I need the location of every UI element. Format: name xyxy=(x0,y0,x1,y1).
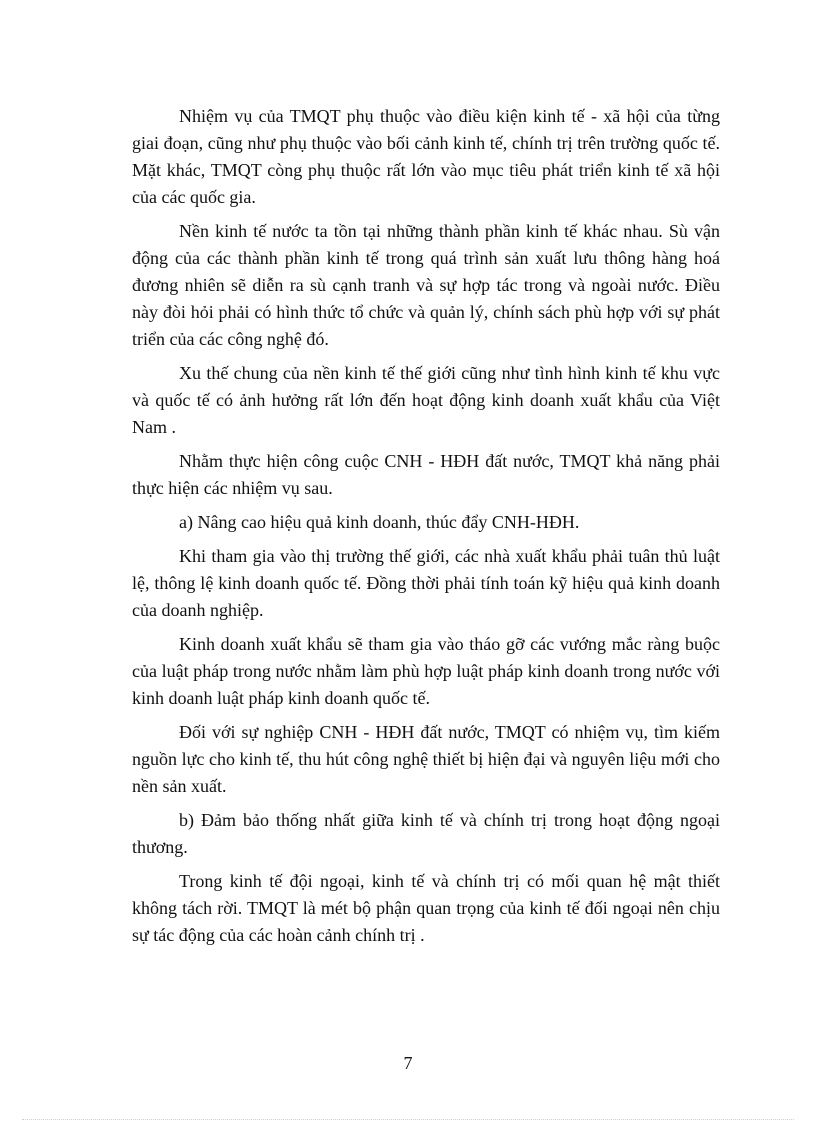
body-text xyxy=(132,103,720,956)
paragraph: Khi tham gia vào thị trường thế giới, các nhà xuất khẩu phải tuân thủ luật lệ, thông lệ kinh doanh quốc tế. Đồng thời phải tính toán kỹ hiệu quả kinh doanh của doanh nghiệp. xyxy=(132,546,720,620)
paragraph: Trong kinh tế đội ngoại, kinh tế và chính trị có mối quan hệ mật thiết không tách rời. TMQT là mét bộ phận quan trọng của kinh tế đối ngoại nên chịu sự tác động của các hoàn cảnh chính trị . xyxy=(132,871,720,945)
paragraph: Nền kinh tế nước ta tồn tại những thành phần kinh tế khác nhau. Sù vận động của các thành phần kinh tế trong quá trình sản xuất lưu thông hàng hoá đương nhiên sẽ diễn ra sù cạnh tranh và sự hợp tác trong và ngoài nước. Điều này đòi hỏi phải có hình thức tổ chức và quản lý, chính sách phù hợp với sự phát triển của các công nghệ đó. xyxy=(132,221,720,349)
paragraph: Kinh doanh xuất khẩu sẽ tham gia vào tháo gỡ các vướng mắc ràng buộc của luật pháp trong nước nhằm làm phù hợp luật pháp kinh doanh trong nước với kinh doanh luật pháp kinh doanh quốc tế. xyxy=(132,634,720,708)
paragraph: Nhằm thực hiện công cuộc CNH - HĐH đất nước, TMQT khả năng phải thực hiện các nhiệm vụ sau. xyxy=(132,451,720,498)
paragraph: Đối với sự nghiệp CNH - HĐH đất nước, TMQT có nhiệm vụ, tìm kiếm nguồn lực cho kinh tế, thu hút công nghệ thiết bị hiện đại và nguyên liệu mới cho nền sản xuất. xyxy=(132,722,720,796)
page-number: 7 xyxy=(403,1053,413,1073)
paragraph: Nhiệm vụ của TMQT phụ thuộc vào điều kiện kinh tế - xã hội của từng giai đoạn, cũng như phụ thuộc vào bối cảnh kinh tế, chính trị trên trường quốc tế. Mặt khác, TMQT còng phụ thuộc rất lớn vào mục tiêu phát triển kinh tế xã hội của các quốc gia. xyxy=(132,106,720,207)
page-bottom-divider xyxy=(22,1119,794,1120)
paragraph: Xu thế chung của nền kinh tế thế giới cũng như tình hình kinh tế khu vực và quốc tế có ảnh hưởng rất lớn đến hoạt động kinh doanh xuất khẩu của Việt Nam . xyxy=(132,363,720,437)
section-heading-a: a) Nâng cao hiệu quả kinh doanh, thúc đẩy CNH-HĐH. xyxy=(179,512,580,532)
section-heading-b: b) Đảm bảo thống nhất giữa kinh tế và chính trị trong hoạt động ngoại thương. xyxy=(132,810,720,857)
